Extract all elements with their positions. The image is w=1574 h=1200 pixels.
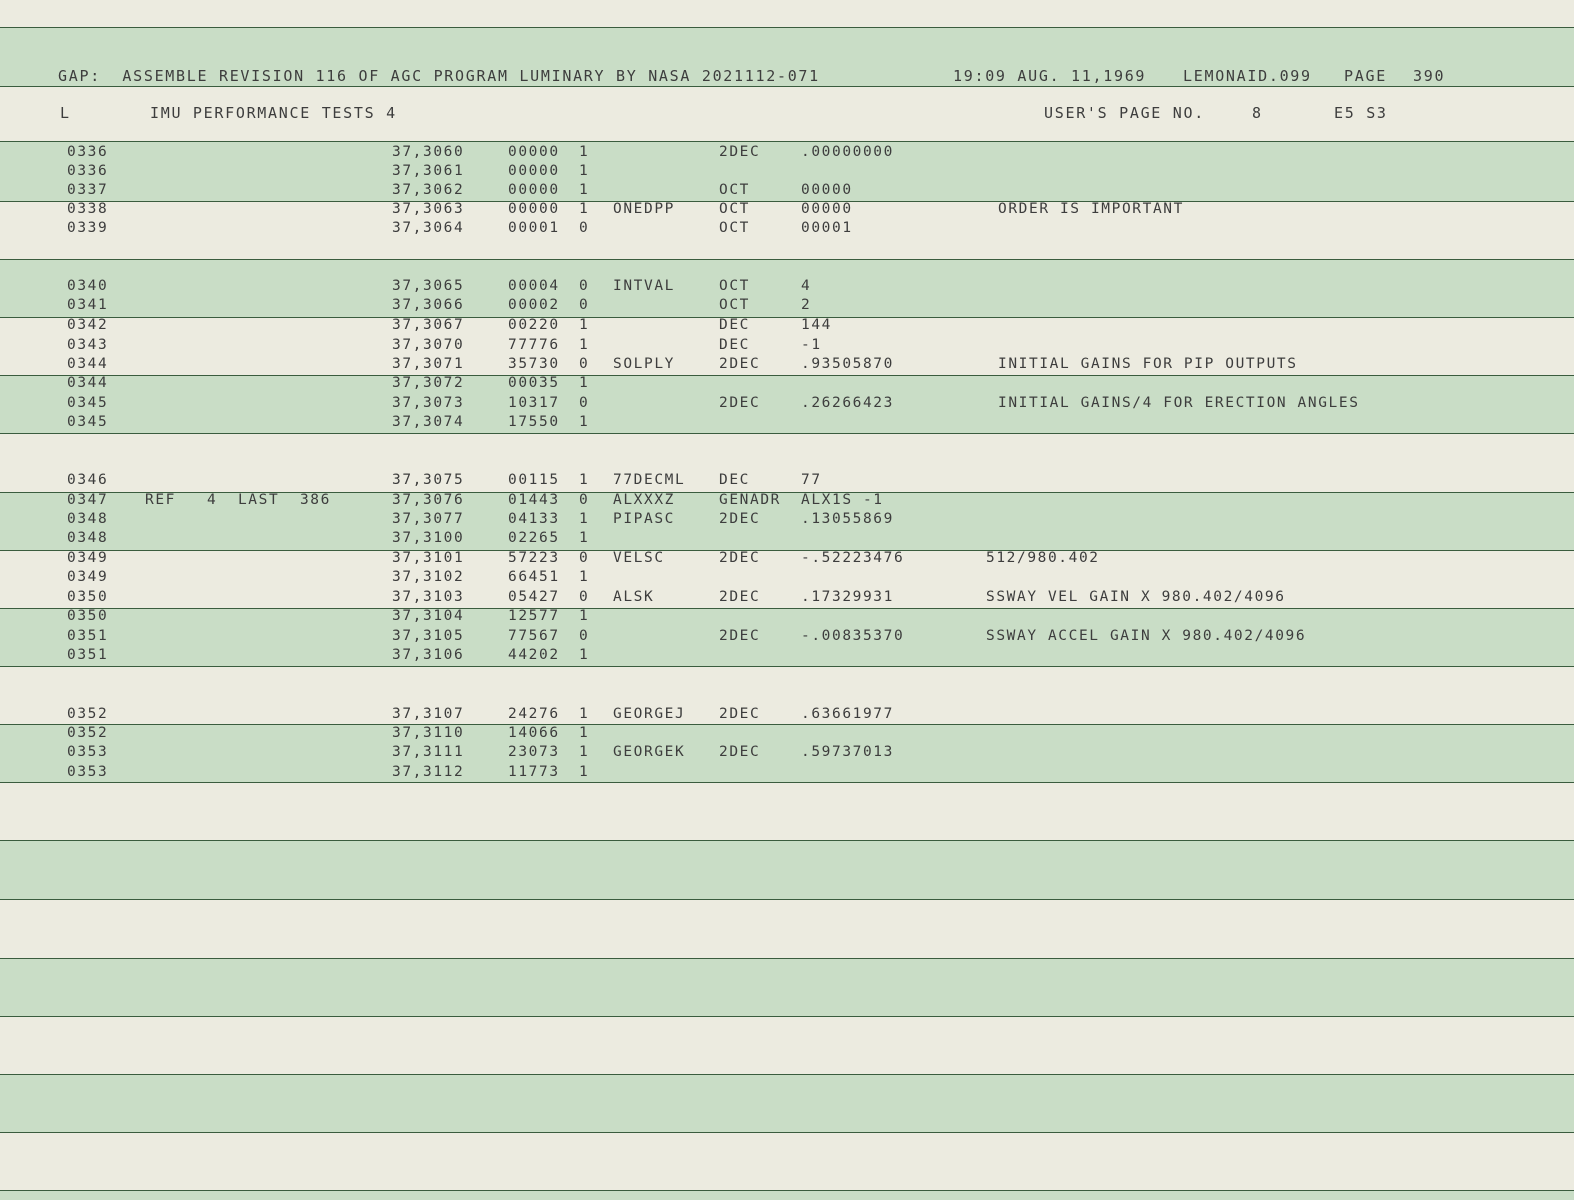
job-name: LEMONAID.099 [1183,67,1312,85]
line-address: 37,3066 [392,297,465,313]
users-page-number: 8 [1252,104,1263,122]
users-page-label: USER'S PAGE NO. [1044,104,1205,122]
line-address: 37,3104 [392,608,465,624]
line-parity: 0 [579,278,590,294]
line-label: VELSC [613,550,665,566]
line-address: 37,3101 [392,550,465,566]
line-parity: 0 [579,628,590,644]
line-word: 77567 [508,628,560,644]
line-label: PIPASC [613,511,675,527]
line-comment: 512/980.402 [986,550,1100,566]
line-operand: 00001 [801,220,853,236]
listing-line [0,743,1574,762]
line-seq: 0352 [67,725,109,741]
line-word: 10317 [508,395,560,411]
line-word: 00000 [508,163,560,179]
line-operand: 00000 [801,182,853,198]
line-operand: .13055869 [801,511,894,527]
line-word: 66451 [508,569,560,585]
line-parity: 1 [579,375,590,391]
listing-line [0,529,1574,548]
line-operand: .63661977 [801,706,894,722]
line-address: 37,3074 [392,414,465,430]
line-opcode: GENADR [719,492,781,508]
line-address: 37,3075 [392,472,465,488]
line-comment: SSWAY ACCEL GAIN X 980.402/4096 [986,628,1307,644]
line-operand: -1 [801,337,822,353]
line-label: ONEDPP [613,201,675,217]
line-address: 37,3070 [392,337,465,353]
line-parity: 1 [579,569,590,585]
page-label: PAGE [1344,67,1387,85]
line-seq: 0346 [67,472,109,488]
page-header [58,66,1558,86]
line-seq: 0336 [67,163,109,179]
line-seq: 0348 [67,511,109,527]
line-word: 01443 [508,492,560,508]
line-address: 37,3062 [392,182,465,198]
line-opcode: 2DEC [719,706,761,722]
line-seq: 0349 [67,569,109,585]
line-operand: ALX1S -1 [801,492,884,508]
line-parity: 1 [579,608,590,624]
line-seq: 0353 [67,744,109,760]
line-operand: 144 [801,317,832,333]
line-label: 77DECML [613,472,686,488]
line-opcode: 2DEC [719,511,761,527]
listing-line [0,316,1574,335]
listing-line [0,296,1574,315]
line-address: 37,3105 [392,628,465,644]
line-operand: 4 [801,278,812,294]
line-address: 37,3072 [392,375,465,391]
log-marker: L [60,104,71,122]
line-operand: -.52223476 [801,550,905,566]
line-seq: 0337 [67,182,109,198]
line-word: 05427 [508,589,560,605]
line-opcode: DEC [719,317,750,333]
line-address: 37,3100 [392,530,465,546]
line-seq: 0347 [67,492,109,508]
line-seq: 0344 [67,356,109,372]
line-seq: 0349 [67,550,109,566]
line-opcode: OCT [719,182,750,198]
line-operand: .26266423 [801,395,894,411]
line-seq: 0336 [67,144,109,160]
line-parity: 1 [579,317,590,333]
line-address: 37,3102 [392,569,465,585]
line-label: GEORGEK [613,744,686,760]
line-seq: 0351 [67,628,109,644]
line-parity: 0 [579,589,590,605]
line-parity: 1 [579,182,590,198]
line-opcode: 2DEC [719,395,761,411]
line-seq: 0352 [67,706,109,722]
line-address: 37,3064 [392,220,465,236]
line-opcode: OCT [719,201,750,217]
listing-line [0,568,1574,587]
line-address: 37,3060 [392,144,465,160]
line-parity: 1 [579,706,590,722]
line-seq: 0342 [67,317,109,333]
line-word: 00115 [508,472,560,488]
line-word: 77776 [508,337,560,353]
line-parity: 0 [579,297,590,313]
line-address: 37,3076 [392,492,465,508]
line-address: 37,3077 [392,511,465,527]
line-address: 37,3065 [392,278,465,294]
line-parity: 0 [579,492,590,508]
line-comment: ORDER IS IMPORTANT [998,201,1184,217]
line-label: ALXXXZ [613,492,675,508]
line-ref: REF 4 LAST 386 [145,492,331,508]
line-word: 14066 [508,725,560,741]
line-word: 57223 [508,550,560,566]
line-parity: 1 [579,511,590,527]
line-seq: 0345 [67,395,109,411]
line-parity: 1 [579,647,590,663]
line-parity: 1 [579,201,590,217]
line-opcode: OCT [719,220,750,236]
listing-line [0,491,1574,510]
listing-line [0,200,1574,219]
line-parity: 0 [579,395,590,411]
line-word: 00002 [508,297,560,313]
listing-line [0,549,1574,568]
line-seq: 0344 [67,375,109,391]
line-address: 37,3073 [392,395,465,411]
line-address: 37,3071 [392,356,465,372]
line-word: 00000 [508,182,560,198]
line-parity: 0 [579,220,590,236]
line-word: 04133 [508,511,560,527]
line-address: 37,3063 [392,201,465,217]
line-seq: 0350 [67,589,109,605]
line-address: 37,3107 [392,706,465,722]
listing-line [0,510,1574,529]
line-word: 00004 [508,278,560,294]
program-line: GAP: ASSEMBLE REVISION 116 OF AGC PROGRAM LUMINARY BY NASA 2021112-071 [58,67,820,85]
line-word: 00000 [508,201,560,217]
line-comment: SSWAY VEL GAIN X 980.402/4096 [986,589,1286,605]
timestamp: 19:09 AUG. 11,1969 [953,67,1147,85]
line-parity: 1 [579,414,590,430]
line-parity: 1 [579,725,590,741]
line-label: INTVAL [613,278,675,294]
line-operand: 77 [801,472,822,488]
line-address: 37,3103 [392,589,465,605]
line-opcode: OCT [719,297,750,313]
line-address: 37,3067 [392,317,465,333]
line-seq: 0341 [67,297,109,313]
listing-line [0,471,1574,490]
listing-line [0,607,1574,626]
listing-line [0,162,1574,181]
line-word: 00001 [508,220,560,236]
line-word: 00220 [508,317,560,333]
line-word: 12577 [508,608,560,624]
page-number: 390 [1413,67,1446,85]
line-address: 37,3110 [392,725,465,741]
line-parity: 1 [579,744,590,760]
line-word: 24276 [508,706,560,722]
line-opcode: OCT [719,278,750,294]
line-opcode: 2DEC [719,628,761,644]
line-label: SOLPLY [613,356,675,372]
line-opcode: 2DEC [719,744,761,760]
listing-line [0,394,1574,413]
line-operand: 00000 [801,201,853,217]
listing-line [0,277,1574,296]
line-operand: .17329931 [801,589,894,605]
line-word: 44202 [508,647,560,663]
listing-line [0,374,1574,393]
line-seq: 0350 [67,608,109,624]
listing-line [0,336,1574,355]
line-opcode: DEC [719,337,750,353]
line-seq: 0345 [67,414,109,430]
line-parity: 1 [579,472,590,488]
line-comment: INITIAL GAINS FOR PIP OUTPUTS [998,356,1298,372]
line-word: 17550 [508,414,560,430]
listing-line [0,705,1574,724]
line-label: ALSK [613,589,655,605]
line-seq: 0339 [67,220,109,236]
listing-line [0,588,1574,607]
line-parity: 0 [579,356,590,372]
line-word: 00000 [508,144,560,160]
line-operand: .00000000 [801,144,894,160]
line-comment: INITIAL GAINS/4 FOR ERECTION ANGLES [998,395,1360,411]
line-word: 00035 [508,375,560,391]
section-header [58,103,1558,123]
line-opcode: 2DEC [719,550,761,566]
line-address: 37,3112 [392,764,465,780]
line-parity: 1 [579,530,590,546]
line-parity: 0 [579,550,590,566]
line-parity: 1 [579,163,590,179]
listing-line [0,646,1574,665]
line-seq: 0353 [67,764,109,780]
line-address: 37,3106 [392,647,465,663]
section-title: IMU PERFORMANCE TESTS 4 [150,104,397,122]
line-word: 02265 [508,530,560,546]
listing-line [0,181,1574,200]
line-opcode: 2DEC [719,144,761,160]
page-code: E5 S3 [1334,104,1388,122]
line-word: 11773 [508,764,560,780]
listing-line [0,143,1574,162]
line-opcode: DEC [719,472,750,488]
line-seq: 0338 [67,201,109,217]
line-word: 35730 [508,356,560,372]
line-parity: 1 [579,144,590,160]
line-operand: .93505870 [801,356,894,372]
line-opcode: 2DEC [719,589,761,605]
line-opcode: 2DEC [719,356,761,372]
line-seq: 0340 [67,278,109,294]
line-parity: 1 [579,764,590,780]
line-seq: 0343 [67,337,109,353]
listing-line [0,724,1574,743]
line-seq: 0351 [67,647,109,663]
line-label: GEORGEJ [613,706,686,722]
line-parity: 1 [579,337,590,353]
line-address: 37,3111 [392,744,465,760]
line-operand: .59737013 [801,744,894,760]
line-operand: -.00835370 [801,628,905,644]
line-address: 37,3061 [392,163,465,179]
line-word: 23073 [508,744,560,760]
listing-line [0,627,1574,646]
line-operand: 2 [801,297,812,313]
listing-line [0,763,1574,782]
listing-line [0,355,1574,374]
line-seq: 0348 [67,530,109,546]
listing-line [0,219,1574,238]
listing-line [0,413,1574,432]
